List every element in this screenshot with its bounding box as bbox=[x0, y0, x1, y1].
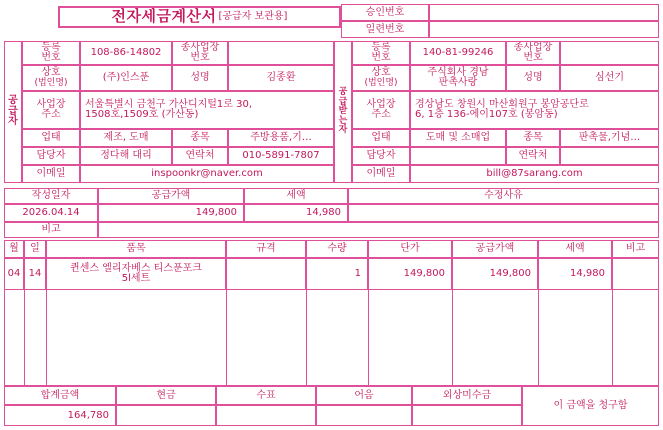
remark-header: 비고 bbox=[4, 222, 98, 238]
supplier-manager-label: 담당자 bbox=[22, 147, 80, 165]
line-month-header: 월 bbox=[4, 240, 24, 258]
supplier-contact-label: 연락처 bbox=[172, 147, 228, 165]
line-unitprice-value: 149,800 bbox=[368, 258, 452, 290]
total-header: 합계금액 bbox=[4, 386, 116, 405]
line-spec-value bbox=[226, 258, 306, 290]
supplier-item-value: 주방용품,기… bbox=[228, 129, 334, 147]
col-sep-product bbox=[46, 290, 47, 386]
line-product-header: 품목 bbox=[46, 240, 226, 258]
line-qty-value: 1 bbox=[306, 258, 368, 290]
supplier-address-label: 사업장 주소 bbox=[22, 91, 80, 129]
receiver-name-value: 심선기 bbox=[560, 65, 659, 91]
line-product-value: 퀸센스 엘리자베스 티스푼포크 5l세트 bbox=[46, 258, 226, 290]
cash-header: 현금 bbox=[116, 386, 216, 405]
col-sep-remark bbox=[612, 290, 613, 386]
line-supply-value: 149,800 bbox=[452, 258, 538, 290]
receiver-company-label: 상호 (법인명) bbox=[352, 65, 410, 91]
receiver-name-label: 성명 bbox=[506, 65, 560, 91]
approval-no-label: 승인번호 bbox=[341, 4, 429, 21]
receiver-contact-label: 연락처 bbox=[506, 147, 560, 165]
supplier-bizplace-value bbox=[228, 41, 334, 65]
tax-header: 세액 bbox=[244, 188, 348, 204]
receiver-email-label: 이메일 bbox=[352, 165, 410, 183]
supplier-company-value: (주)인스푼 bbox=[80, 65, 172, 91]
supplier-regno-value: 108-86-14802 bbox=[80, 41, 172, 65]
receiver-item-label: 종목 bbox=[506, 129, 560, 147]
supplier-name-label: 성명 bbox=[172, 65, 228, 91]
line-tax-value: 14,980 bbox=[538, 258, 612, 290]
receiver-bizplace-label: 종사업장 번호 bbox=[506, 41, 560, 65]
document-title-suffix: [공급자 보관용] bbox=[218, 11, 288, 23]
line-items-empty-area bbox=[4, 290, 659, 386]
line-remark-value bbox=[612, 258, 659, 290]
supplier-bizplace-label: 종사업장 번호 bbox=[172, 41, 228, 65]
receiver-item-value: 판촉물,기념… bbox=[560, 129, 659, 147]
receiver-regno-value: 140-81-99246 bbox=[410, 41, 506, 65]
supplier-name-value: 김종환 bbox=[228, 65, 334, 91]
supplier-regno-label: 등록 번호 bbox=[22, 41, 80, 65]
credit-value bbox=[412, 405, 522, 426]
col-sep-day bbox=[24, 290, 25, 386]
remark-value bbox=[98, 222, 659, 238]
approval-no-value bbox=[429, 4, 659, 21]
supplier-contact-value: 010-5891-7807 bbox=[228, 147, 334, 165]
document-title: 전자세금계산서 bbox=[111, 7, 217, 26]
receiver-vertical-label: 공 급 받 는 자 bbox=[334, 41, 352, 183]
line-day-value: 14 bbox=[24, 258, 46, 290]
check-value bbox=[216, 405, 316, 426]
supply-price-header: 공급가액 bbox=[98, 188, 244, 204]
receiver-email-value: bill@87sarang.com bbox=[410, 165, 659, 183]
supplier-type-label: 업태 bbox=[22, 129, 80, 147]
cash-value bbox=[116, 405, 216, 426]
col-sep-tax bbox=[538, 290, 539, 386]
receiver-type-value: 도매 및 소매업 bbox=[410, 129, 506, 147]
serial-no-value bbox=[429, 21, 659, 38]
line-qty-header: 수량 bbox=[306, 240, 368, 258]
receiver-regno-label: 등록 번호 bbox=[352, 41, 410, 65]
supplier-company-label: 상호 (법인명) bbox=[22, 65, 80, 91]
supplier-item-label: 종목 bbox=[172, 129, 228, 147]
revision-reason-header: 수정사유 bbox=[348, 188, 659, 204]
col-sep-supply bbox=[452, 290, 453, 386]
receiver-type-label: 업태 bbox=[352, 129, 410, 147]
supplier-address-value: 서울특별시 금천구 가산디지털1로 30, 1508호,1509호 (가산동) bbox=[80, 91, 334, 129]
note-value bbox=[316, 405, 412, 426]
tax-value: 14,980 bbox=[244, 204, 348, 222]
total-value: 164,780 bbox=[4, 405, 116, 426]
line-tax-header: 세액 bbox=[538, 240, 612, 258]
line-remark-header: 비고 bbox=[612, 240, 659, 258]
line-day-header: 일 bbox=[24, 240, 46, 258]
line-supply-header: 공급가액 bbox=[452, 240, 538, 258]
supplier-vertical-label: 공 급 자 bbox=[4, 41, 22, 183]
check-header: 수표 bbox=[216, 386, 316, 405]
write-date-value: 2026.04.14 bbox=[4, 204, 98, 222]
col-sep-qty bbox=[306, 290, 307, 386]
receiver-manager-label: 담당자 bbox=[352, 147, 410, 165]
revision-reason-value bbox=[348, 204, 659, 222]
receiver-company-value: 주식회사 경남 판촉사랑 bbox=[410, 65, 506, 91]
supplier-type-value: 제조, 도매 bbox=[80, 129, 172, 147]
receiver-address-label: 사업장 주소 bbox=[352, 91, 410, 129]
receiver-contact-value bbox=[560, 147, 659, 165]
write-date-header: 작성일자 bbox=[4, 188, 98, 204]
receiver-bizplace-value bbox=[560, 41, 659, 65]
supplier-email-label: 이메일 bbox=[22, 165, 80, 183]
line-spec-header: 규격 bbox=[226, 240, 306, 258]
claim-statement: 이 금액을 청구함 bbox=[522, 386, 659, 426]
receiver-address-value: 경상남도 창원시 마산회원구 봉암공단로 6, 1층 136-에이107호 (봉암동) bbox=[410, 91, 659, 129]
line-unitprice-header: 단가 bbox=[368, 240, 452, 258]
supplier-email-value: inspoonkr@naver.com bbox=[80, 165, 334, 183]
col-sep-spec bbox=[226, 290, 227, 386]
note-header: 어음 bbox=[316, 386, 412, 405]
col-sep-unitprice bbox=[368, 290, 369, 386]
supplier-manager-value: 정다해 대리 bbox=[80, 147, 172, 165]
serial-no-label: 일련번호 bbox=[341, 21, 429, 38]
supply-price-value: 149,800 bbox=[98, 204, 244, 222]
document-title-box bbox=[58, 6, 341, 28]
receiver-manager-value bbox=[410, 147, 506, 165]
line-month-value: 04 bbox=[4, 258, 24, 290]
credit-header: 외상미수금 bbox=[412, 386, 522, 405]
